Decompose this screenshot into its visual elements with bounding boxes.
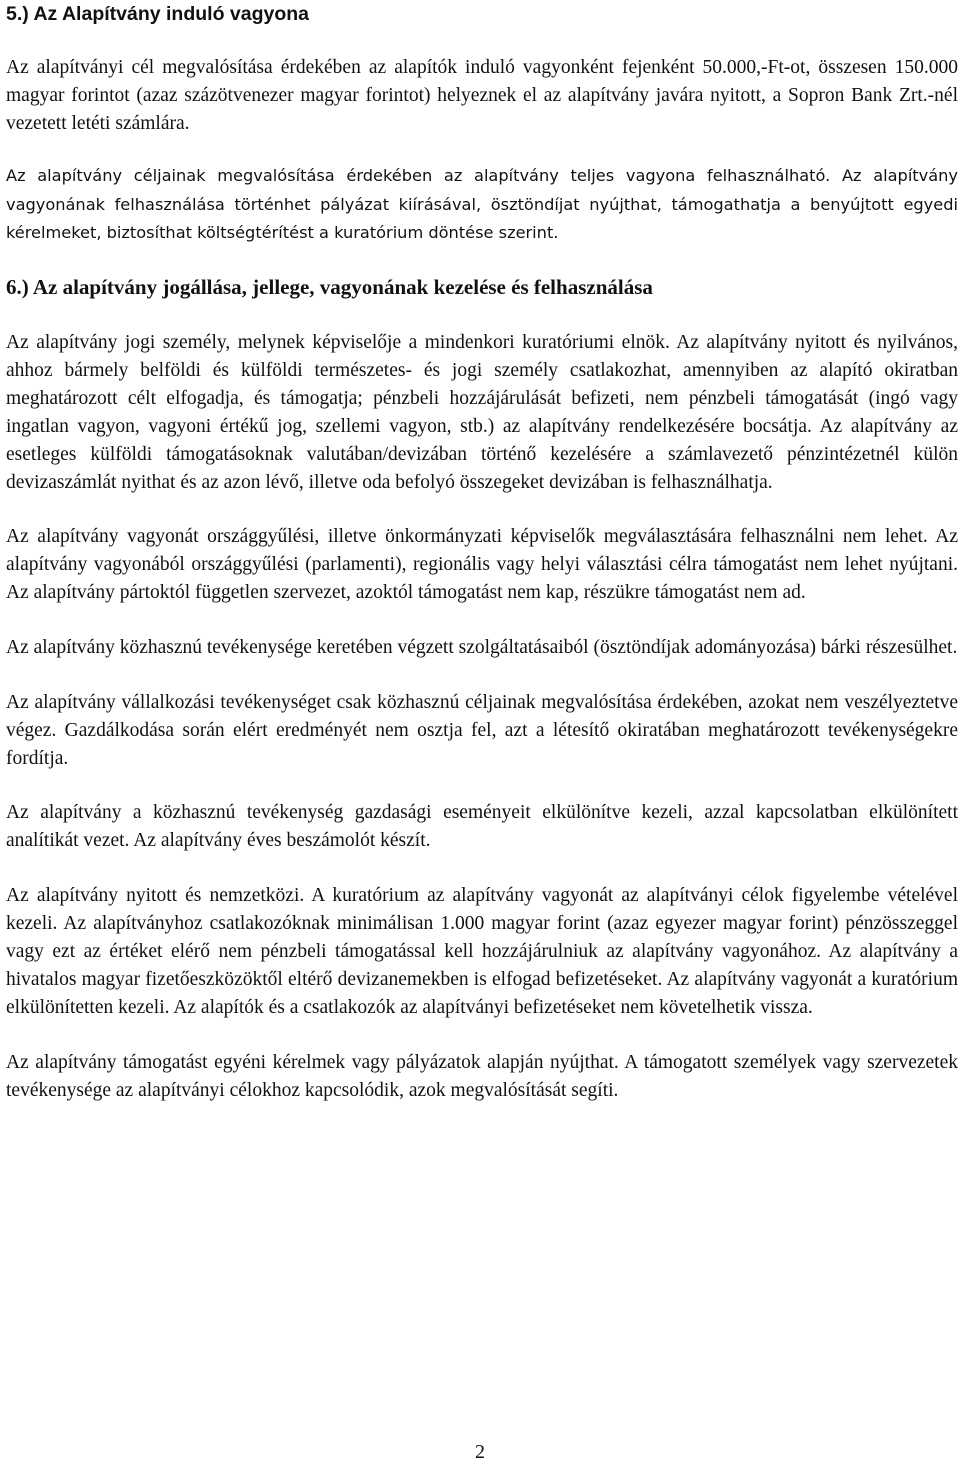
section-6-paragraph-5: Az alapítvány a közhasznú tevékenység gazdasági eseményeit elkülönítve kezeli, azzal kapcsolatban elkülönített analítikát vezet. Az alapítvány éves beszámolót készít. [6,801,958,851]
document-page [6,0,958,1105]
section-6-paragraph-2: Az alapítvány vagyonát országgyűlési, illetve önkormányzati képviselők megválasztására felhasználni nem lehet. Az alapítvány vagyonából országgyűlési (parlamenti), regionális vagy helyi választási célra támogatást nem lehet nyújtani. Az alapítvány pártoktól független szervezet, azoktól támogatást nem kap, részükre támogatást nem ad. [6,525,958,603]
section-6-paragraph-3: Az alapítvány közhasznú tevékenysége keretében végzett szolgáltatásaiból (ösztöndíjak adományozása) bárki részesülhet. [6,636,958,658]
section-6-paragraph-7: Az alapítvány támogatást egyéni kérelmek vagy pályázatok alapján nyújthat. A támogatott személyek vagy szervezetek tevékenysége az alapítványi célokhoz kapcsolódik, azok megvalósítását segíti. [6,1051,958,1101]
section-6-heading: 6.) Az alapítvány jogállása, jellege, vagyonának kezelése és felhasználása [6,274,653,299]
section-6-paragraph-6: Az alapítvány nyitott és nemzetközi. A kuratórium az alapítvány vagyonát az alapítványi célok figyelembe vételével kezeli. Az alapítványhoz csatlakozóknak minimálisan 1.000 magyar forint (azaz egyezer magyar forint) pénzösszeggel vagy ezt az értéket elérő nem pénzbeli támogatással kell hozzájárulniuk az alapítvány vagyonához. Az alapítvány a hivatalos magyar fizetőeszközöktől eltérő devizanemekben is elfogad befizetéseket. Az alapítvány vagyonát a kuratórium elkülönítetten kezeli. Az alapítók és a csatlakozók az alapítványi befizetéseket nem követelhetik vissza. [6,884,958,1018]
section-5-heading: 5.) Az Alapítvány induló vagyona [6,3,310,25]
section-6-paragraph-4: Az alapítvány vállalkozási tevékenységet csak közhasznú céljainak megvalósítása érdekében, azokat nem veszélyeztetve végez. Gazdálkodása során elért eredményét nem osztja fel, azt a létesítő okiratában meghatározott tevékenységekre fordítja. [6,691,958,769]
section-5-paragraph-2: Az alapítvány céljainak megvalósítása érdekében az alapítvány teljes vagyona felhasználható. Az alapítvány vagyonának felhasználása történhet pályázat kiírásával, ösztöndíjat nyújthat, támogathatja a benyújtott egyedi kérelmeket, biztosíthat költségtérítést a kuratórium döntése szerint. [6,166,958,243]
section-6-paragraph-1: Az alapítvány jogi személy, melynek képviselője a mindenkori kuratóriumi elnök. Az alapítvány nyitott és nyilvános, ahhoz bármely belföldi és külföldi természetes- és jogi személy csatlakozhat, amennyiben az alapító okiratban meghatározott célt elfogadja, és támogatja; pénzbeli hozzájárulását befizeti, nem pénzbeli támogatását (ingó vagy ingatlan vagyon, vagyoni értékű jog, szellemi vagyon, stb.) az alapítvány rendelkezésére bocsátja. Az alapítvány az esetleges külföldi támogatásoknak valutában/devizában történő kezelésére a számlavezető pénzintézetnél külön devizaszámlát nyithat és az azon lévő, illetve oda befolyó összegeket devizában is felhasználhatja. [6,331,958,493]
page-number: 2 [475,1441,485,1463]
section-5-paragraph-1: Az alapítványi cél megvalósítása érdekében az alapítók induló vagyonként fejenként 50.000,-Ft-ot, összesen 150.000 magyar forintot (azaz százötvenezer magyar forintot) helyeznek el az alapítvány javára nyitott, a Sopron Bank Zrt.-nél vezetett letéti számlára. [6,57,958,134]
